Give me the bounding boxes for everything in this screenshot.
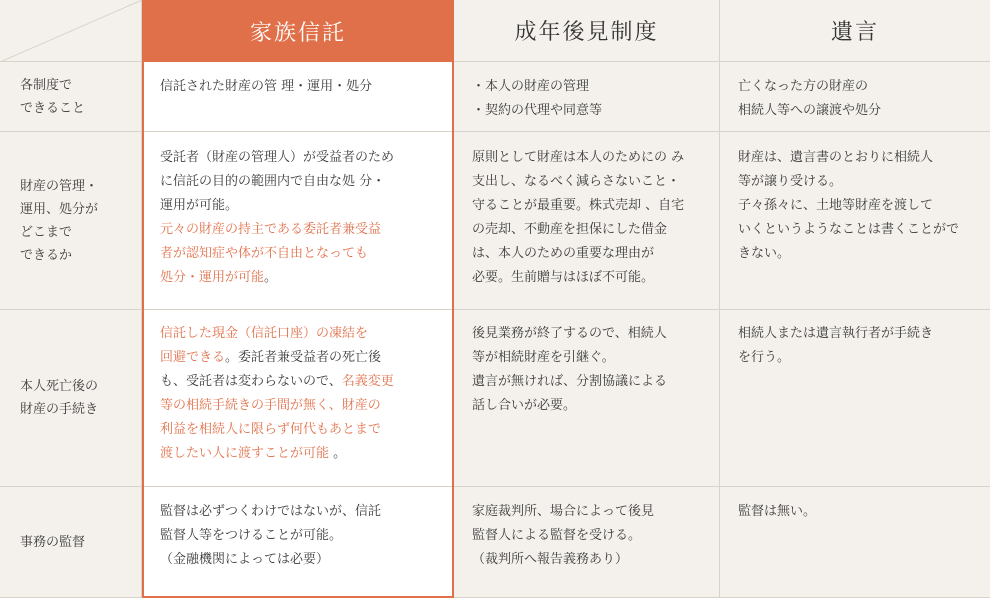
cell-text-line: （金融機関によっては必要） bbox=[160, 552, 330, 567]
cell-text-line: いくというようなことは書くことがで bbox=[738, 222, 960, 237]
cell-text-line: 財産は、遺言書のとおりに相続人 bbox=[738, 150, 934, 165]
row-label-line: できること bbox=[20, 100, 86, 116]
cell-text-line: を行う。 bbox=[738, 350, 791, 365]
row-label-after-death bbox=[0, 310, 142, 487]
cell-text-line: 者が認知症や体が不自由となっても bbox=[160, 246, 369, 261]
cell-text-line: 亡くなった方の財産の bbox=[738, 79, 869, 94]
cell-text-line: 話し合いが必要。 bbox=[472, 398, 577, 413]
cell-text-line: 元々の財産の持主である委託者兼受益 bbox=[160, 222, 382, 237]
cell-text-line: 必要。生前贈与はほぼ不可能。 bbox=[472, 270, 655, 285]
corner-diagonal bbox=[0, 0, 142, 62]
cell-will-asset-management bbox=[720, 132, 990, 310]
cell-guardianship-capabilities bbox=[454, 62, 720, 132]
cell-trust-after-death bbox=[142, 310, 454, 487]
cell-text-line: 監督は必ずつくわけではないが、信託 bbox=[160, 504, 382, 519]
cell-text-line: 等が相続財産を引継ぐ。 bbox=[472, 350, 615, 365]
cell-text-line: に信託の目的の範囲内で自由な処 分・ bbox=[160, 174, 386, 189]
cell-text-line: 相続人等への譲渡や処分 bbox=[738, 103, 882, 118]
cell-text-line: 子々孫々に、土地等財産を渡して bbox=[738, 198, 934, 213]
row-label-line: 運用、処分が bbox=[20, 201, 99, 217]
cell-trust-asset-management bbox=[142, 132, 454, 310]
row-label-asset-management bbox=[0, 132, 142, 310]
row-label-line: どこまで bbox=[20, 224, 73, 240]
cell-text-line: 等の相続手続きの手間が無く、財産の bbox=[160, 398, 381, 413]
cell-text-line: 信託された財産の管 理・運用・処分 bbox=[160, 79, 373, 94]
cell-text-line: も、受託者は変わらないので、名義変更 bbox=[160, 374, 394, 389]
cell-will-supervision bbox=[720, 487, 990, 598]
cell-guardianship-after-death bbox=[454, 310, 720, 487]
cell-trust-capabilities bbox=[142, 62, 454, 132]
cell-trust-supervision bbox=[142, 487, 454, 598]
cell-text-line: 監督は無い。 bbox=[738, 504, 817, 519]
cell-text-line: 相続人または遺言執行者が手続き bbox=[738, 326, 934, 341]
cell-text-line: の売却、不動産を担保にした借金 bbox=[472, 222, 668, 237]
cell-text-line: は、本人のための重要な理由が bbox=[472, 246, 655, 261]
header-will: 遺言 bbox=[720, 0, 990, 62]
cell-text-line: 運用が可能。 bbox=[160, 198, 239, 213]
cell-text-line: 利益を相続人に限らず何代もあとまで bbox=[160, 422, 382, 437]
row-label-line: できるか bbox=[20, 247, 73, 263]
cell-text-line: 監督人等をつけることが可能。 bbox=[160, 528, 343, 543]
header-family-trust: 家族信託 bbox=[142, 0, 454, 62]
cell-will-after-death bbox=[720, 310, 990, 487]
cell-text-line: 原則として財産は本人のためにの み bbox=[472, 150, 685, 165]
cell-will-capabilities bbox=[720, 62, 990, 132]
row-label-line: 財産の手続き bbox=[20, 402, 99, 417]
table-corner bbox=[0, 0, 142, 62]
cell-text-line: 後見業務が終了するので、相続人 bbox=[472, 326, 667, 341]
row-label-line: 事務の監督 bbox=[20, 534, 86, 550]
cell-text-line: 渡したい人に渡すことが可能 。 bbox=[160, 446, 347, 461]
cell-text-line: 守ることが最重要。株式売却 、自宅 bbox=[472, 198, 685, 213]
cell-text-line: 信託した現金（信託口座）の凍結を bbox=[160, 326, 369, 341]
row-label-line: 本人死亡後の bbox=[20, 379, 99, 394]
cell-text-line: きない。 bbox=[738, 246, 791, 261]
cell-guardianship-asset-management bbox=[454, 132, 720, 310]
row-label-supervision bbox=[0, 487, 142, 598]
cell-guardianship-supervision bbox=[454, 487, 720, 598]
cell-text-line: 家庭裁判所、場合によって後見 bbox=[472, 504, 655, 519]
row-label-line: 各制度で bbox=[20, 77, 73, 93]
cell-text-line: （裁判所へ報告義務あり） bbox=[472, 552, 629, 567]
row-label-capabilities bbox=[0, 62, 142, 132]
cell-text-line: ・契約の代理や同意等 bbox=[472, 103, 603, 118]
cell-text-line: 等が譲り受ける。 bbox=[738, 174, 843, 189]
cell-text-line: 支出し、なるべく減らさないこと・ bbox=[472, 174, 681, 189]
cell-text-line: 回避できる。委託者兼受益者の死亡後 bbox=[160, 350, 382, 365]
row-label-line: 財産の管理・ bbox=[20, 178, 99, 194]
cell-text-line: 監督人による監督を受ける。 bbox=[472, 528, 642, 543]
cell-text-line: 遺言が無ければ、分割協議による bbox=[472, 374, 668, 389]
header-adult-guardianship: 成年後見制度 bbox=[454, 0, 720, 62]
cell-text-line: ・本人の財産の管理 bbox=[472, 79, 590, 94]
cell-text-line: 処分・運用が可能。 bbox=[160, 270, 278, 285]
cell-text-line: 受託者（財産の管理人）が受益者のため bbox=[160, 150, 395, 165]
